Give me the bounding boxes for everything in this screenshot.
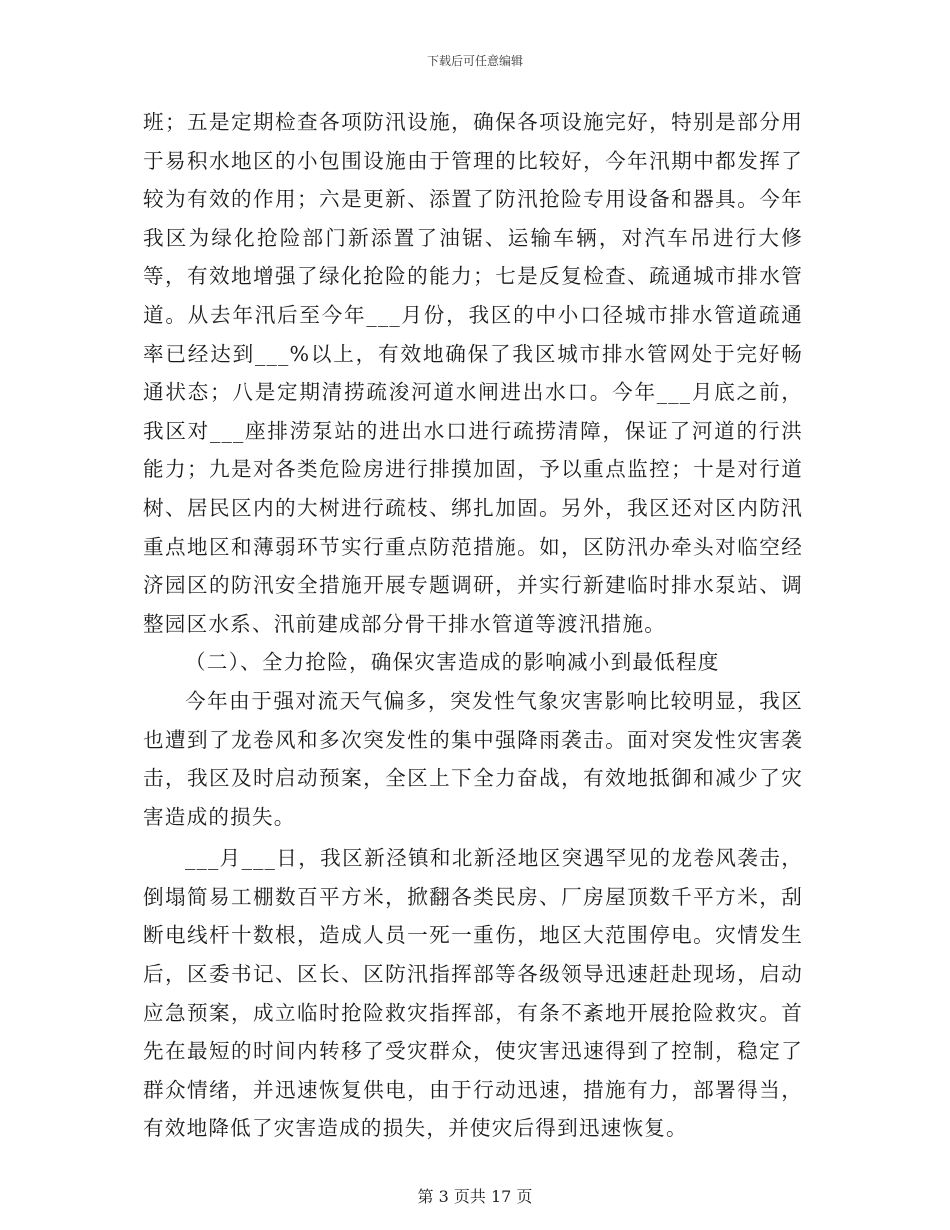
- document-body: [143, 103, 803, 1148]
- paragraph-continued: 班；五是定期检查各项防汛设施，确保各项设施完好，特别是部分用于易积水地区的小包围设施由于管理的比较好，今年汛期中都发挥了较为有效的作用；六是更新、添置了防汛抢险专用设备和器具。今年我区为绿化抢险部门新添置了油锯、运输车辆，对汽车吊进行大修等，有效地增强了绿化抢险的能力；七是反复检查、疏通城市排水管道。从去年汛后至今年___月份，我区的中小口径城市排水管道疏通率已经达到___%以上，有效地确保了我区城市排水管网处于完好畅通状态；八是定期清捞疏浚河道水闸进出水口。今年___月底之前，我区对___座排涝泵站的进出水口进行疏捞清障，保证了河道的行洪能力；九是对各类危险房进行排摸加固，予以重点监控；十是对行道树、居民区内的大树进行疏枝、绑扎加固。另外，我区还对区内防汛重点地区和薄弱环节实行重点防范措施。如，区防汛办牵头对临空经济园区的防汛安全措施开展专题调研，并实行新建临时排水泵站、调整园区水系、汛前建成部分骨干排水管道等渡汛措施。: [143, 110, 803, 636]
- page-footer: 第 3 页共 17 页: [417, 1187, 533, 1206]
- section-heading: （二）、全力抢险，确保灾害造成的影响减小到最低程度: [185, 650, 720, 675]
- paragraph: ___月___日，我区新泾镇和北新泾地区突遇罕见的龙卷风袭击，倒塌简易工棚数百平方米，掀翻各类民房、厂房屋顶数千平方米，刮断电线杆十数根，造成人员一死一重伤，地区大范围停电。灾情发生后，区委书记、区长、区防汛指挥部等各级领导迅速赶赴现场，启动应急预案，成立临时抢险救灾指挥部，有条不紊地开展抢险救灾。首先在最短的时间内转移了受灾群众，使灾害迅速得到了控制，稳定了群众情绪，并迅速恢复供电，由于行动迅速，措施有力，部署得当，有效地降低了灾害造成的损失，并使灾后得到迅速恢复。: [143, 846, 803, 1141]
- page-header: 下载后可任意编辑: [426, 54, 523, 68]
- paragraph: 今年由于强对流天气偏多，突发性气象灾害影响比较明显，我区也遭到了龙卷风和多次突发性的集中强降雨袭击。面对突发性灾害袭击，我区及时启动预案，全区上下全力奋战，有效地抵御和减少了灾害造成的损失。: [143, 688, 803, 829]
